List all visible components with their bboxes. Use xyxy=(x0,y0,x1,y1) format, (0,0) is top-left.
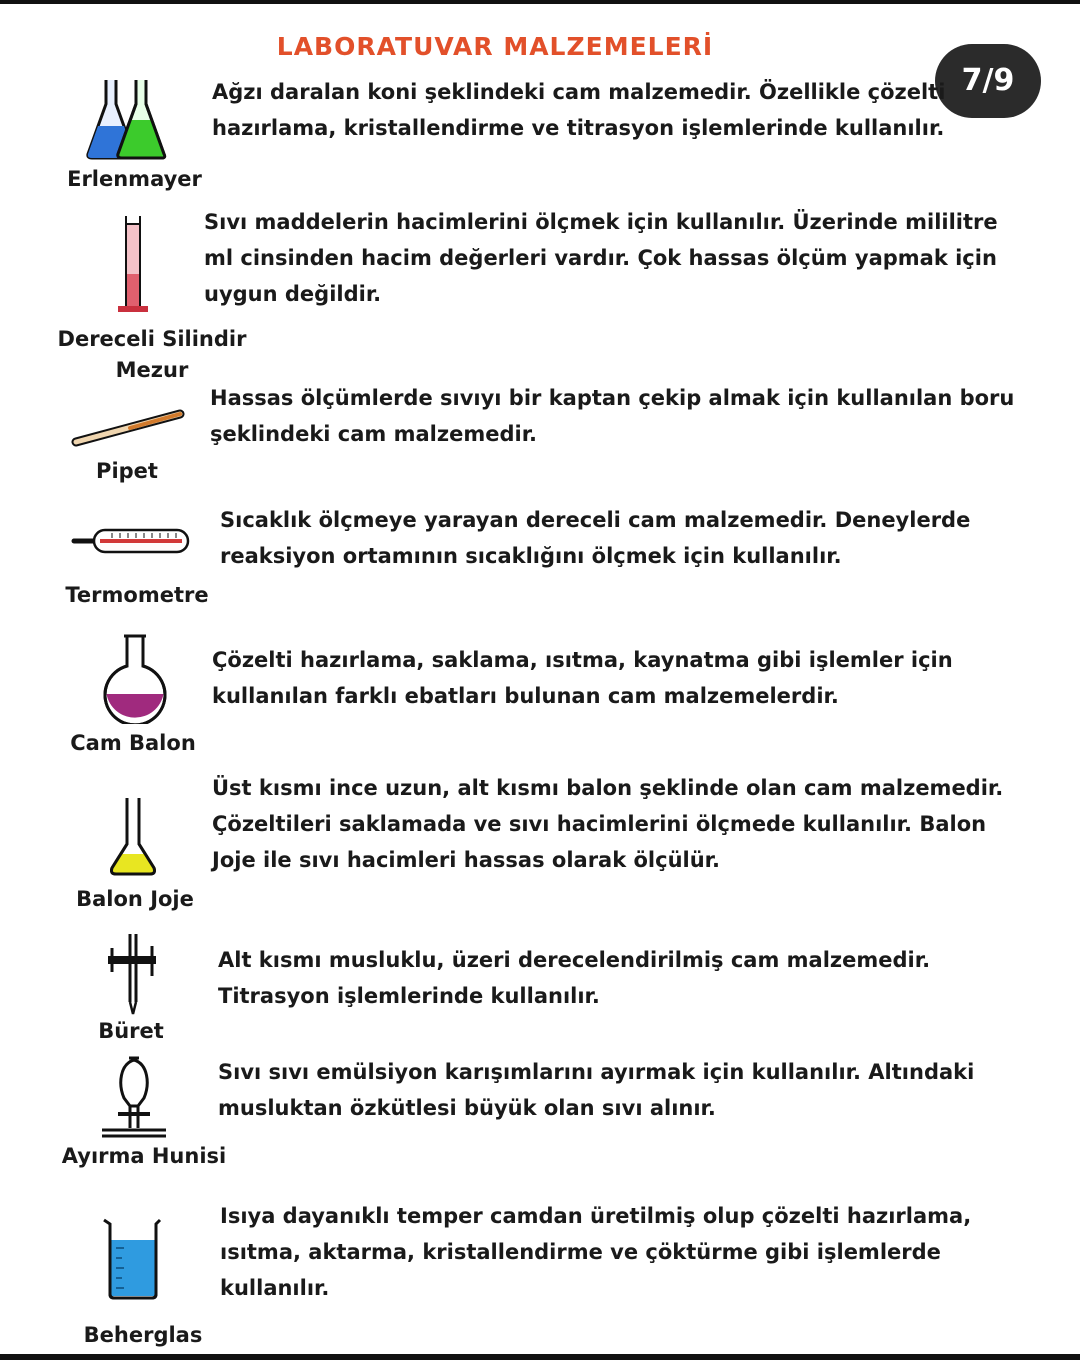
item-description-beherglas xyxy=(220,1198,1020,1306)
erlenmeyer-flask-icon xyxy=(84,74,176,162)
graduated-cylinder-icon xyxy=(112,214,158,314)
item-label-buret: Büret xyxy=(98,1019,164,1043)
thermometer-icon xyxy=(70,524,194,558)
item-label-termometre: Termometre xyxy=(65,583,209,607)
item-description-termometre xyxy=(220,502,1020,574)
round-flask-icon xyxy=(100,632,170,724)
description-line: Sıcaklık ölçmeye yarayan dereceli cam malzemedir. Deneylerde xyxy=(220,508,971,532)
item-description-cam-balon xyxy=(212,642,1012,714)
page-counter-badge: 7/9 xyxy=(935,44,1041,118)
item-label-pipet: Pipet xyxy=(96,459,158,483)
description-line: musluktan özkütlesi büyük olan sıvı alınır. xyxy=(218,1096,716,1120)
description-line: Çözeltileri saklamada ve sıvı hacimlerini ölçmede kullanılır. Balon xyxy=(212,812,987,836)
item-label-ayirma-hunisi: Ayırma Hunisi xyxy=(61,1144,227,1168)
item-label-cam-balon: Cam Balon xyxy=(70,731,196,755)
item-description-dereceli-silindir xyxy=(204,204,1024,312)
description-line: Joje ile sıvı hacimleri hassas olarak ölçülür. xyxy=(212,848,721,872)
description-line: Çözelti hazırlama, saklama, ısıtma, kaynatma gibi işlemler için xyxy=(212,648,953,672)
document-page xyxy=(0,4,1080,1354)
burette-icon xyxy=(104,930,160,1016)
beaker-icon xyxy=(100,1216,166,1302)
description-line: Hassas ölçümlerde sıvıyı bir kaptan çekip almak için kullanılan boru xyxy=(210,386,1015,410)
volumetric-flask-icon xyxy=(108,794,158,880)
item-label-dereceli-silindir xyxy=(42,324,262,386)
description-line: kullanılır. xyxy=(220,1276,330,1300)
item-label-erlenmayer: Erlenmayer xyxy=(67,167,202,191)
description-line: Isıya dayanıklı temper camdan üretilmiş olup çözelti hazırlama, xyxy=(220,1204,972,1228)
item-label-balon-joje: Balon Joje xyxy=(76,887,194,911)
item-label-beherglas: Beherglas xyxy=(83,1323,203,1347)
description-line: ısıtma, aktarma, kristallendirme ve çöktürme gibi işlemlerde xyxy=(220,1240,941,1264)
description-line: hazırlama, kristallendirme ve titrasyon işlemlerinde kullanılır. xyxy=(212,116,945,140)
description-line: Alt kısmı musluklu, üzeri derecelendirilmiş cam malzemedir. xyxy=(218,948,931,972)
item-description-balon-joje xyxy=(212,770,1032,878)
description-line: şeklindeki cam malzemedir. xyxy=(210,422,538,446)
description-line: ml cinsinden hacim değerleri vardır. Çok hassas ölçüm yapmak için xyxy=(204,246,997,270)
pipette-icon xyxy=(70,406,186,450)
label-line: Mezur xyxy=(115,358,189,382)
label-line: Dereceli Silindir xyxy=(57,327,247,351)
item-description-buret xyxy=(218,942,1018,1014)
page-title: LABORATUVAR MALZEMELERİ xyxy=(276,32,714,61)
separatory-funnel-icon xyxy=(96,1054,172,1140)
description-line: reaksiyon ortamının sıcaklığını ölçmek için kullanılır. xyxy=(220,544,842,568)
description-line: Titrasyon işlemlerinde kullanılır. xyxy=(218,984,600,1008)
description-line: uygun değildir. xyxy=(204,282,382,306)
description-line: Sıvı maddelerin hacimlerini ölçmek için kullanılır. Üzerinde mililitre xyxy=(204,210,998,234)
description-line: kullanılan farklı ebatları bulunan cam malzemelerdir. xyxy=(212,684,839,708)
item-description-pipet xyxy=(210,380,1030,452)
description-line: Üst kısmı ince uzun, alt kısmı balon şeklinde olan cam malzemedir. xyxy=(212,776,1004,800)
description-line: Ağzı daralan koni şeklindeki cam malzemedir. Özellikle çözelti xyxy=(212,80,946,104)
description-line: Sıvı sıvı emülsiyon karışımlarını ayırmak için kullanılır. Altındaki xyxy=(218,1060,975,1084)
item-description-ayirma-hunisi xyxy=(218,1054,1018,1126)
item-description-erlenmayer xyxy=(212,74,1012,146)
